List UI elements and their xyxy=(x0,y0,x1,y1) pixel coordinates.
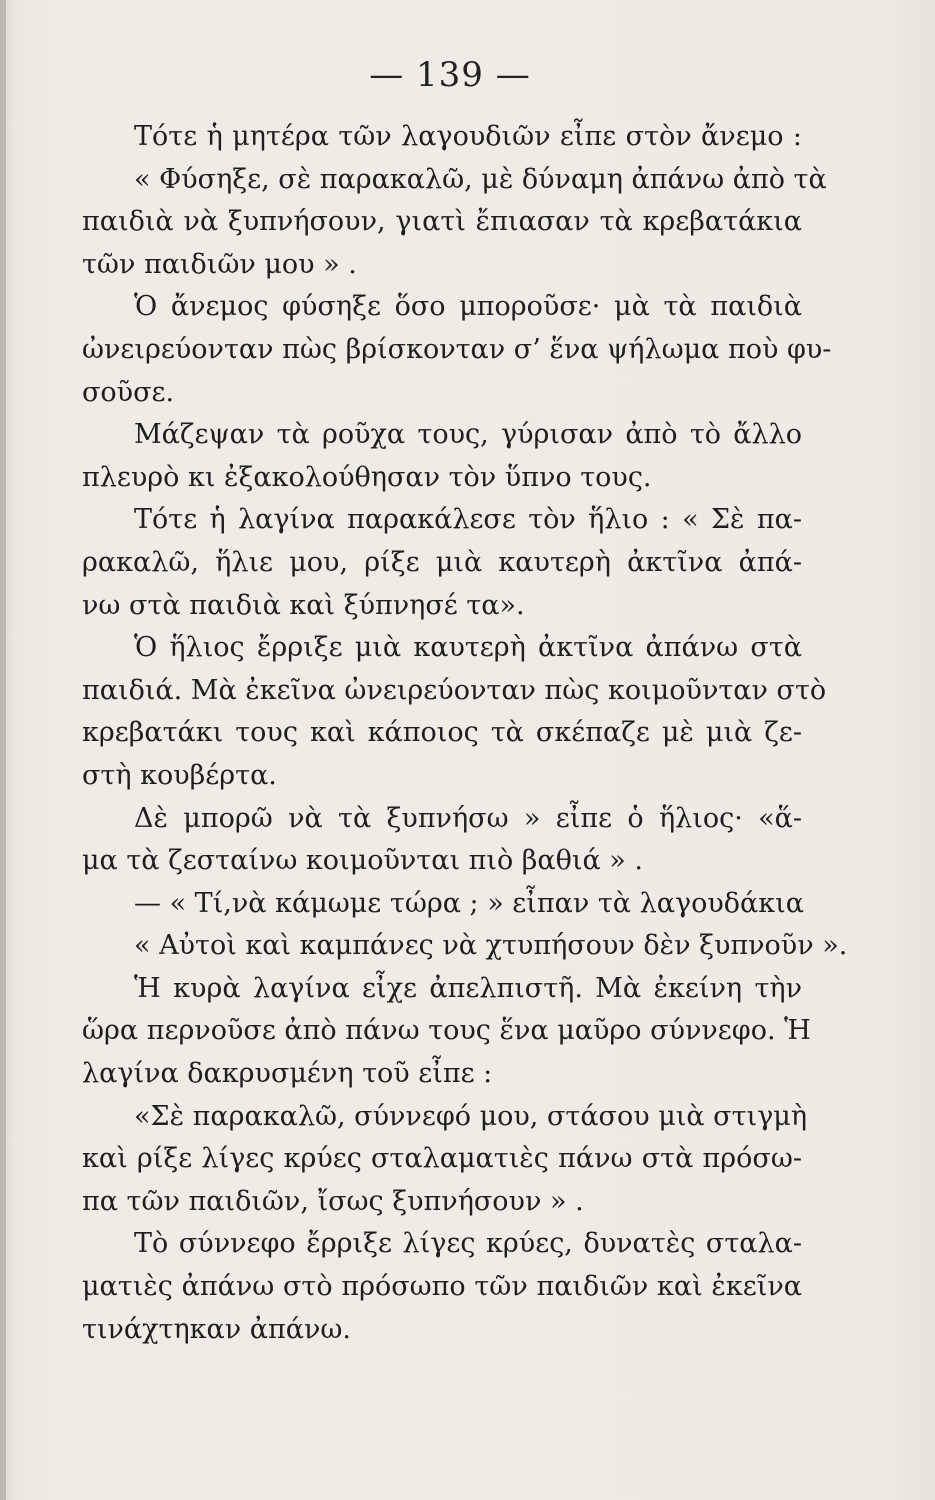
text-line: παιδιὰ νὰ ξυπνήσουν, γιατὶ ἔπιασαν τὰ κρεβατάκια xyxy=(82,206,802,238)
text-line: νω στὰ παιδιὰ καὶ ξύπνησέ τα». xyxy=(82,589,525,621)
text-line: — « Τί,νὰ κάμωμε τώρα ; » εἶπαν τὰ λαγουδάκια xyxy=(134,887,804,919)
text-line: Τὸ σύννεφο ἔρριξε λίγες κρύες, δυνατὲς σταλα- xyxy=(134,1228,802,1260)
text-line: «Σὲ παρακαλῶ, σύννεφό μου, στάσου μιὰ στιγμὴ xyxy=(134,1100,807,1132)
text-line: κρεβατάκι τους καὶ κάποιος τὰ σκέπαζε μὲ μιὰ ζε- xyxy=(82,717,802,749)
text-line: Ὁ ἄνεμος φύσηξε ὅσο μποροῦσε· μὰ τὰ παιδιὰ xyxy=(134,291,802,323)
text-line: ὥρα περνοῦσε ἀπὸ πάνω τους ἕνα μαῦρο σύννεφο. Ἡ xyxy=(82,1015,811,1047)
text-line: σοῦσε. xyxy=(82,376,175,408)
text-line: πλευρὸ κι ἐξακολούθησαν τὸν ὕπνο τους. xyxy=(82,461,652,493)
page-number: — 139 — xyxy=(369,55,531,95)
text-line: μα τὰ ζεσταίνω κοιμοῦνται πιὸ βαθιά » . xyxy=(82,845,643,877)
text-line: παιδιά. Μὰ ἐκεῖνα ὠνειρεύονταν πὼς κοιμοῦνταν στὸ xyxy=(82,674,827,706)
text-line: καὶ ρίξε λίγες κρύες σταλαματιὲς πάνω στὰ πρόσω- xyxy=(82,1143,802,1175)
text-line: ὠνειρεύονταν πὼς βρίσκονταν σ’ ἕνα ψήλωμα ποὺ φυ- xyxy=(82,333,832,365)
text-line: « Φύσηξε, σὲ παρακαλῶ, μὲ δύναμη ἀπάνω ἀπὸ τὰ xyxy=(134,163,827,195)
text-line: Δὲ μπορῶ νὰ τὰ ξυπνήσω » εἶπε ὁ ἥλιος· «ἅ- xyxy=(134,802,802,834)
text-line: Μάζεψαν τὰ ροῦχα τους, γύρισαν ἀπὸ τὸ ἄλλο xyxy=(134,419,802,451)
text-line: ρακαλῶ, ἥλιε μου, ρίξε μιὰ καυτερὴ ἀκτῖνα ἀπά- xyxy=(82,546,802,578)
body-text xyxy=(82,116,848,1351)
text-line: τῶν παιδιῶν μου » . xyxy=(82,248,357,280)
text-line: Ὁ ἥλιος ἔρριξε μιὰ καυτερὴ ἀκτῖνα ἀπάνω στὰ xyxy=(134,632,802,664)
text-line: Τότε ἡ λαγίνα παρακάλεσε τὸν ἥλιο : « Σὲ πα- xyxy=(134,504,802,536)
text-line: πα τῶν παιδιῶν, ἴσως ξυπνήσουν » . xyxy=(82,1185,584,1217)
text-line: « Αὐτοὶ καὶ καμπάνες νὰ χτυπήσουν δὲν ξυπνοῦν ». xyxy=(134,930,848,962)
text-line: Τότε ἡ μητέρα τῶν λαγουδιῶν εἶπε στὸν ἄνεμο : xyxy=(134,121,802,152)
text-line: τινάχτηκαν ἀπάνω. xyxy=(82,1313,351,1345)
page-edge-shadow xyxy=(0,0,6,1500)
text-line: λαγίνα δακρυσμένη τοῦ εἶπε : xyxy=(82,1058,493,1090)
text-line: Ἡ κυρὰ λαγίνα εἶχε ἀπελπιστῆ. Μὰ ἐκείνη τὴν xyxy=(134,972,802,1004)
text-line: στὴ κουβέρτα. xyxy=(82,759,277,791)
text-line: ματιὲς ἀπάνω στὸ πρόσωπο τῶν παιδιῶν καὶ ἐκεῖνα xyxy=(82,1271,802,1303)
